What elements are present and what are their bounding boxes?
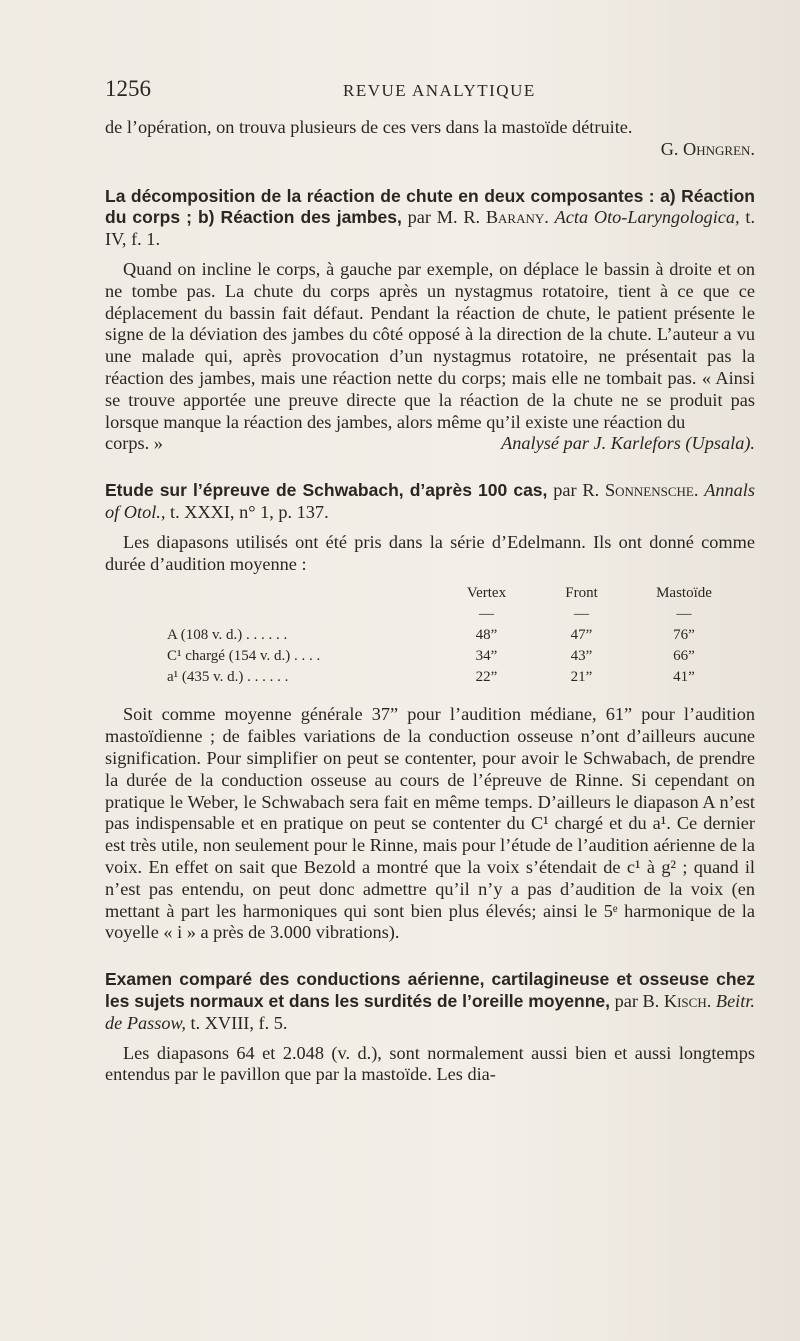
intro-signature: G. Ohngren. xyxy=(660,138,755,159)
cell-mastoide: 41” xyxy=(673,669,695,686)
article3-author: B. Kisch. xyxy=(642,990,712,1011)
row-label: a¹ (435 v. d.) . . . . . . xyxy=(167,669,289,686)
article3-journal: Beitr. de Passow, xyxy=(105,990,756,1033)
article2-body2: Soit comme moyenne générale 37” pour l’audition médiane, 61” pour l’audition mastoïdienne ; de faibles variations de la conduction osseuse n’ont d’ailleurs aucune signification. Pour simplifier on peut se contenter, pour avoir le Schwabach, de prendre la durée de la conduction osseuse au cours de l’épreuve de Rinne. Si cependant on pratique le Weber, le Schwabach sera fait en même temps. D’ailleurs le diapason A n’est pas indispensable et en pratique on peut se contenter du C¹ chargé et du a¹. Ce dernier est très utile, non seulement pour le Rinne, mais pour l’étude de l’audition aérienne de la voix. En effet on sait que Bezold a montré que la voix s’étendait de c¹ à g² ; quand il n’est pas entendu, on peut donc admettre qu’il n’y a pas d’audition de la voix (en mettant à part les harmoniques qui sont bien plus élevés; ainsi le 5ᵉ harmonique de la voyelle « i » a près de 3.000 vibrations). xyxy=(105,704,755,943)
article2-title: Etude sur l’épreuve de Schwabach, d’après 100 cas, xyxy=(105,480,548,501)
page-number: 1256 xyxy=(105,76,151,101)
article1-par: par xyxy=(407,207,431,228)
cell-vertex: 48” xyxy=(475,627,498,644)
page-body xyxy=(105,117,755,1086)
diapason-table xyxy=(167,583,739,688)
col-header-front: Front xyxy=(565,585,598,602)
article1-title: La décomposition de la réaction de chute en deux composantes : a) Réaction du corps ; b) Réaction des jambes, xyxy=(105,185,755,228)
cell-front: 47” xyxy=(570,627,593,644)
article3-ref: t. XVIII, f. 5. xyxy=(190,1012,288,1033)
cell-vertex: 22” xyxy=(475,669,498,686)
intro-text: de l’opération, on trouva plusieurs de ces vers dans la mastoïde détruite. xyxy=(105,117,633,137)
cell-front: 43” xyxy=(570,648,593,665)
cell-mastoide: 66” xyxy=(673,648,695,665)
dash-mastoide: — xyxy=(676,606,692,623)
article2-heading xyxy=(105,480,755,524)
table-row xyxy=(167,625,739,646)
article1-author: M. R. Barany. xyxy=(436,207,549,228)
col-header-vertex: Vertex xyxy=(466,585,507,602)
table-row xyxy=(167,667,739,688)
table-dash-row xyxy=(167,604,739,625)
article2-author: R. Sonnensche. xyxy=(582,480,699,501)
table-header-row xyxy=(167,583,739,604)
article3-body: Les diapasons 64 et 2.048 (v. d.), sont normalement aussi bien et aussi longtemps entendus par le pavillon que par la mastoïde. Les dia- xyxy=(105,1042,755,1085)
article1-journal: Acta Oto-Laryngologica, xyxy=(554,207,740,228)
article1-last-line: corps. » xyxy=(105,433,163,454)
article1-signature-line xyxy=(105,433,755,455)
dash-front: — xyxy=(574,606,589,623)
article3-title: Examen comparé des conductions aérienne, cartilagineuse et osseuse chez les sujets normaux et dans les surdités de l’oreille moyenne, xyxy=(105,969,755,1011)
cell-front: 21” xyxy=(570,669,593,686)
row-label: C¹ chargé (154 v. d.) . . . . xyxy=(167,648,321,665)
article2-body1: Les diapasons utilisés ont été pris dans la série d’Edelmann. Ils ont donné comme durée d’audition moyenne : xyxy=(105,531,755,574)
article1-heading xyxy=(105,186,755,251)
cell-mastoide: 76” xyxy=(673,627,695,644)
article1-body: Quand on incline le corps, à gauche par exemple, on déplace le bassin à droite et on ne tombe pas. La chute du corps après un nystagmus rotatoire, tient à ce que ce déplacement du bassin fait défaut. Pendant la réaction de chute, le patient présente le signe de la déviation des jambes du côté opposé à la direction de la chute. L’auteur a vu une malade qui, après provocation d’un nystagmus rotatoire, ne présentait pas la réaction des jambes, mais une réaction nette du corps; mais elle ne tombait pas. « Ainsi se trouve apportée une preuve directe que la réaction de la chute ne se produit pas lorsque manque la réaction des jambes, alors même qu’il existe une réaction du xyxy=(105,258,755,432)
article2-journal: Annals of Otol., xyxy=(105,480,756,522)
page-header xyxy=(105,76,755,106)
row-label: A (108 v. d.) . . . . . . xyxy=(167,627,288,644)
article3-par: par xyxy=(614,990,638,1011)
article1-ref: t. IV, f. 1. xyxy=(105,207,756,250)
dash-vertex: — xyxy=(479,606,494,623)
cell-vertex: 34” xyxy=(475,648,498,665)
article3-heading xyxy=(105,969,755,1034)
article2-par: par xyxy=(553,480,577,501)
article2-ref: t. XXXI, n° 1, p. 137. xyxy=(170,501,329,522)
article1-signature: Analysé par J. Karlefors (Upsala). xyxy=(501,433,755,454)
table-row xyxy=(167,646,739,667)
running-title: REVUE ANALYTIQUE xyxy=(343,81,536,100)
col-header-mastoide: Mastoïde xyxy=(656,585,712,602)
